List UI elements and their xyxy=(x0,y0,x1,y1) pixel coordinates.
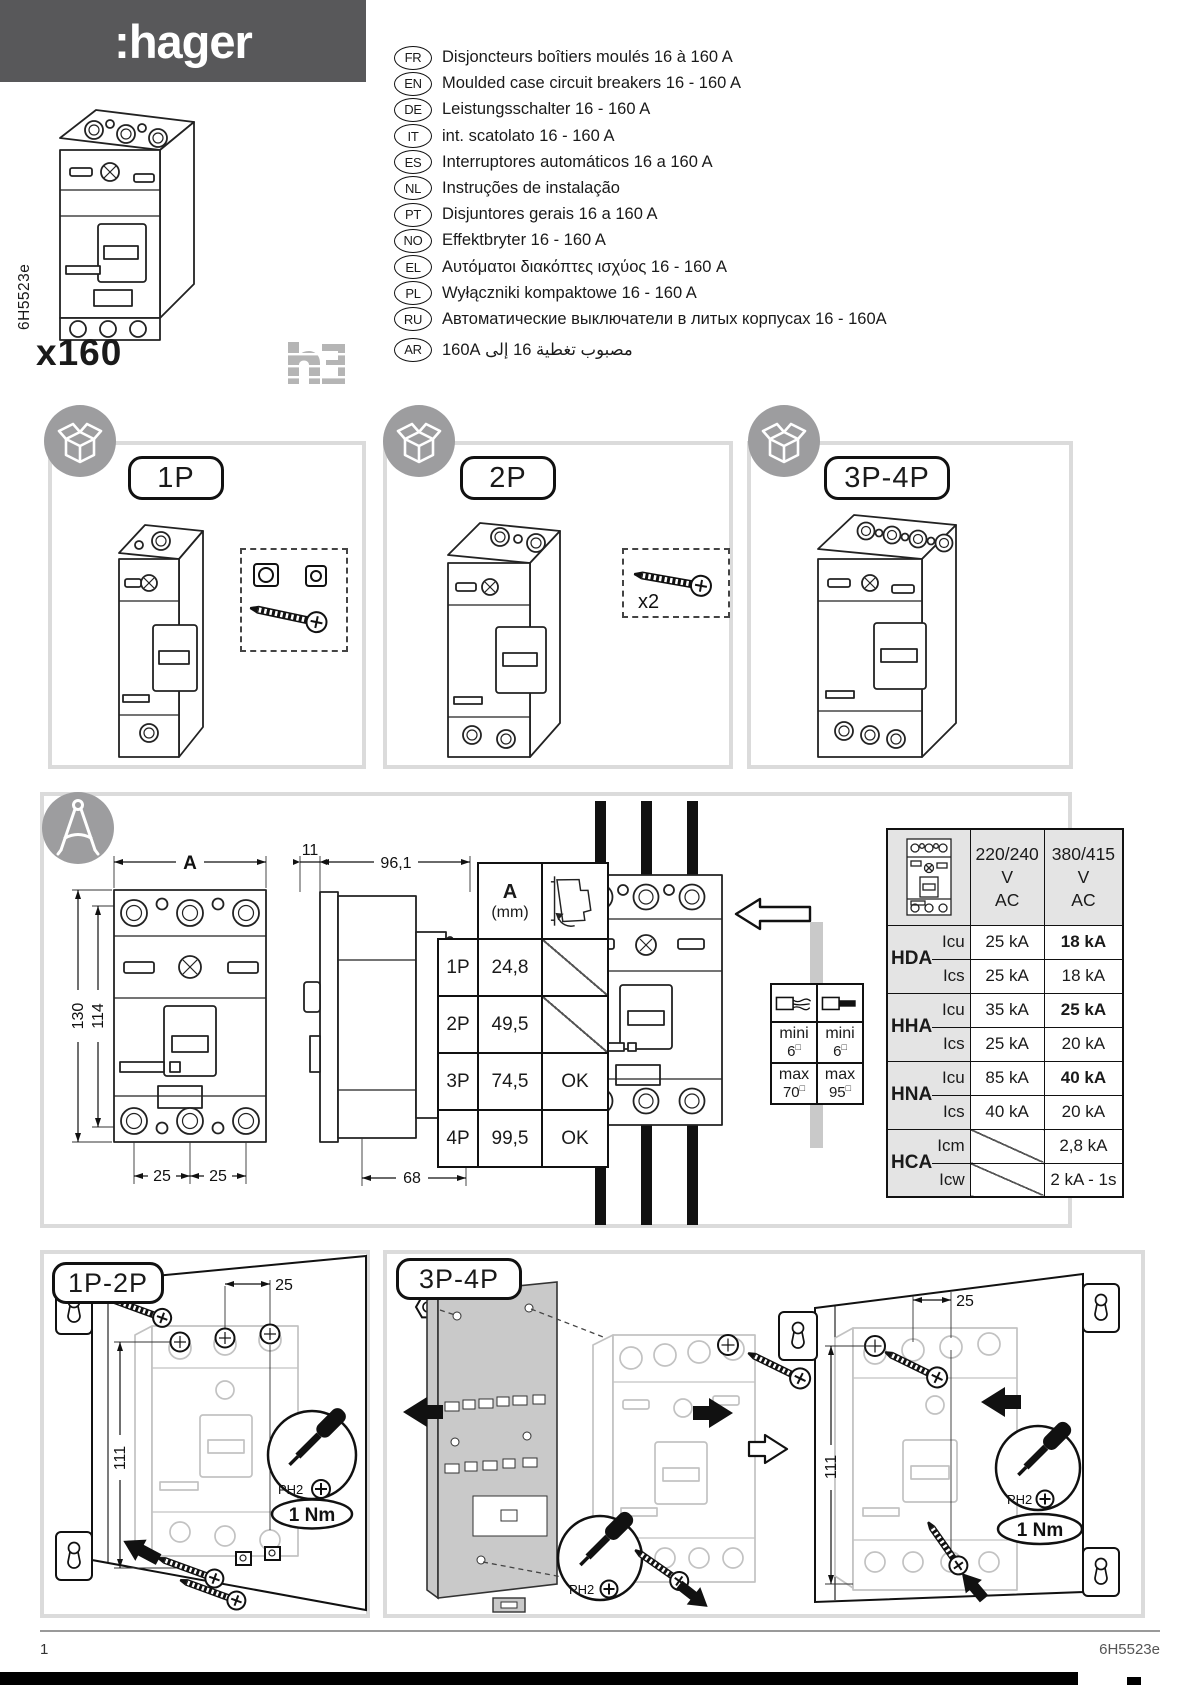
language-row-it: IT int. scatolato 16 - 160 A xyxy=(394,125,887,148)
product-name: x160 xyxy=(36,332,123,373)
language-row-nl: NL Instruções de instalação xyxy=(394,177,887,200)
screw-quantity: x2 xyxy=(638,591,660,613)
label-3p4p-mounting: 3P-4P xyxy=(396,1258,522,1300)
arrow-left-outline xyxy=(736,899,810,929)
svg-text:PH2: PH2 xyxy=(569,1582,595,1597)
cable-max-flex: max 70□ xyxy=(771,1063,817,1104)
lang-badge-pt: PT xyxy=(394,203,432,227)
dim-col-header: A (mm) xyxy=(478,863,542,939)
accessory-box-1p xyxy=(240,548,348,652)
dimension-table xyxy=(437,862,609,1168)
package-icon xyxy=(383,405,455,477)
cable-min-rigid: mini 6□ xyxy=(817,1022,863,1063)
din-rail-icon xyxy=(542,863,608,939)
lang-badge-ar: AR xyxy=(394,338,432,362)
label-3p4p: 3P-4P xyxy=(824,456,950,500)
lang-badge-es: ES xyxy=(394,150,432,174)
cable-max-rigid: max 95□ xyxy=(817,1063,863,1104)
cable-min-flex: mini 6□ xyxy=(771,1022,817,1063)
torque-value xyxy=(272,1500,352,1529)
lang-badge-no: NO xyxy=(394,229,432,253)
svg-text:25: 25 xyxy=(275,1277,293,1294)
breaker-ghost-4p xyxy=(835,1328,1017,1590)
breaker-3p4p-drawing xyxy=(788,495,1018,765)
compass-icon xyxy=(42,792,114,864)
svg-text:25: 25 xyxy=(956,1293,974,1310)
language-row-ru: RU Автоматические выключатели в литых корпусах 16 - 160A xyxy=(394,308,887,331)
mounting-1p2p-drawing xyxy=(40,1250,370,1618)
lang-badge-de: DE xyxy=(394,98,432,122)
brand-bar xyxy=(0,0,366,82)
doc-code-vertical: 6H5523e xyxy=(16,263,33,330)
breaking-capacity-table xyxy=(886,828,1124,1198)
table-row: Ics 40 kA 20 kA xyxy=(887,1095,1123,1129)
svg-text:1 Nm: 1 Nm xyxy=(288,1505,336,1526)
screw-head-icon xyxy=(718,1335,738,1355)
table-row: Ics 25 kA 20 kA xyxy=(887,1027,1123,1061)
footer-reference: 6H5523e xyxy=(1099,1641,1160,1658)
table-row: HNA Icu 85 kA 40 kA xyxy=(887,1061,1123,1095)
table-row: HDA Icu 25 kA 18 kA xyxy=(887,925,1123,959)
solid-wire-icon xyxy=(817,984,863,1022)
cable-section-table xyxy=(770,983,864,1105)
lang-badge-pl: PL xyxy=(394,281,432,305)
breaker-front-icon xyxy=(887,829,970,925)
keyhole-icon xyxy=(779,1312,817,1360)
language-row-el: EL Αυτόματοι διακόπτες ισχύος 16 - 160 A xyxy=(394,256,887,279)
print-registration-mark xyxy=(1127,1677,1141,1685)
svg-text:114: 114 xyxy=(90,1003,107,1029)
svg-text:25: 25 xyxy=(153,1168,171,1185)
language-row-no: NO Effektbryter 16 - 160 A xyxy=(394,229,887,252)
table-row: HHA Icu 35 kA 25 kA xyxy=(887,993,1123,1027)
label-1p2p: 1P-2P xyxy=(52,1262,164,1304)
screw-icon xyxy=(248,598,328,634)
print-registration-bar xyxy=(0,1672,1078,1685)
svg-text:PH2: PH2 xyxy=(278,1482,304,1497)
keyhole-icon xyxy=(1083,1548,1119,1596)
phillips-icon xyxy=(601,1581,618,1598)
stranded-wire-icon xyxy=(771,984,817,1022)
language-row-pl: PL Wyłączniki kompaktowe 16 - 160 A xyxy=(394,282,887,305)
brand-logo: :hager xyxy=(114,14,252,68)
lang-badge-it: IT xyxy=(394,124,432,148)
svg-text:111: 111 xyxy=(112,1445,129,1471)
svg-text:111: 111 xyxy=(823,1454,840,1480)
breaker-2p-drawing xyxy=(420,505,630,763)
lang-badge-en: EN xyxy=(394,72,432,96)
keyhole-icon xyxy=(56,1532,92,1580)
voltage-col-2: 380/415 V AC xyxy=(1044,829,1123,925)
package-icon xyxy=(44,405,116,477)
svg-text:PH2: PH2 xyxy=(1007,1492,1033,1507)
product-breaker-drawing xyxy=(42,98,212,346)
label-1p: 1P xyxy=(128,456,224,500)
table-row: 2P 49,5 xyxy=(438,996,608,1053)
torque-callout xyxy=(558,1509,642,1600)
svg-text:96,1: 96,1 xyxy=(380,855,412,872)
table-row: HCA Icm 2,8 kA xyxy=(887,1129,1123,1163)
language-row-de: DE Leistungsschalter 16 - 160 A xyxy=(394,98,887,121)
phillips-icon xyxy=(1037,1491,1054,1508)
language-row-en: EN Moulded case circuit breakers 16 - 160 A xyxy=(394,72,887,95)
table-row: 3P 74,5 OK xyxy=(438,1053,608,1110)
language-row-es: ES Interruptores automáticos 16 a 160 A xyxy=(394,151,887,174)
lang-badge-ru: RU xyxy=(394,307,432,331)
language-row-pt: PT Disjuntores gerais 16 a 160 A xyxy=(394,203,887,226)
mounting-3p4p-drawing xyxy=(383,1250,1145,1618)
phillips-icon xyxy=(312,1480,330,1498)
h3-logo xyxy=(284,338,348,388)
svg-text:25: 25 xyxy=(209,1168,227,1185)
front-view-dimensioned xyxy=(52,840,292,1230)
voltage-col-1: 220/240 V AC xyxy=(970,829,1044,925)
lang-badge-fr: FR xyxy=(394,46,432,70)
torque-value xyxy=(998,1514,1082,1544)
language-list xyxy=(394,46,887,361)
lang-badge-el: EL xyxy=(394,255,432,279)
keyhole-icon xyxy=(1083,1284,1119,1332)
breaker-1p-drawing xyxy=(95,505,245,763)
table-row: 1P 24,8 xyxy=(438,939,608,996)
table-row: Ics 25 kA 18 kA xyxy=(887,959,1123,993)
footer-rule xyxy=(40,1630,1160,1632)
table-row: 4P 99,5 OK xyxy=(438,1110,608,1167)
table-row: Icw 2 kA - 1s xyxy=(887,1163,1123,1197)
svg-text:11: 11 xyxy=(301,842,319,859)
page-number: 1 xyxy=(40,1641,49,1658)
svg-text:68: 68 xyxy=(403,1170,421,1187)
package-icon xyxy=(748,405,820,477)
accessory-box-2p xyxy=(622,548,730,618)
language-row-fr: FR Disjoncteurs boîtiers moulés 16 à 160 A xyxy=(394,46,887,69)
svg-text:130: 130 xyxy=(70,1002,87,1030)
svg-text:A: A xyxy=(183,853,197,874)
svg-text:1 Nm: 1 Nm xyxy=(1016,1520,1064,1541)
lang-badge-nl: NL xyxy=(394,176,432,200)
language-row-ar: AR مصبوب تغطية 16 إلى 160A xyxy=(394,338,887,361)
label-2p: 2P xyxy=(460,456,556,500)
